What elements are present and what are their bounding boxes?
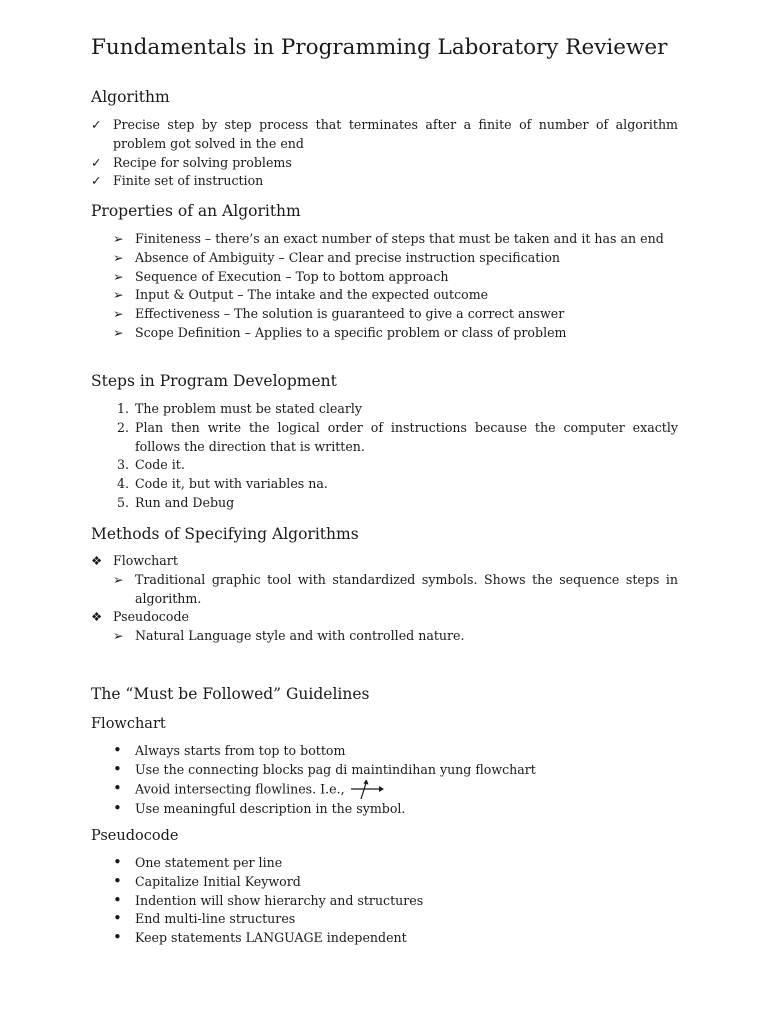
algorithm-list [91,116,678,191]
list-item: 3. Code it. [113,456,678,475]
methods-pseudocode-sublist [113,627,678,646]
methods-list-2 [91,608,678,627]
list-item: ➢ Scope Definition – Applies to a specific problem or class of problem [113,324,678,343]
list-item: ✓ Precise step by step process that terminates after a finite of number of algorithm problem got solved in the end [91,117,678,151]
list-item: • End multi-line structures [113,909,296,928]
step-number: 5. [116,494,129,510]
list-item: • Use meaningful description in the symbol. [113,798,406,817]
methods-list [91,552,678,571]
section-heading-steps: Steps in Program Development [91,372,337,390]
arrowhead-bullet-icon: ➢ [113,306,124,322]
list-item: ➢ Finiteness – there’s an exact number of steps that must be taken and it has an end [113,230,678,249]
section-heading-methods: Methods of Specifying Algorithms [91,525,359,543]
document-title: Fundamentals in Programming Laboratory Reviewer [91,35,668,60]
list-item: ➢ Input & Output – The intake and the expected outcome [113,286,678,305]
step-number: 3. [116,457,129,473]
list-item: • Avoid intersecting flowlines. I.e., [113,780,678,800]
subheading-flowchart: Flowchart [91,716,166,732]
dot-bullet-icon: • [113,853,122,871]
section-heading-guidelines: The “Must be Followed” Guidelines [91,685,370,703]
check-icon: ✓ [91,173,102,189]
arrowhead-bullet-icon: ➢ [113,324,124,340]
arrowhead-bullet-icon: ➢ [113,268,124,284]
arrowhead-bullet-icon: ➢ [113,287,124,303]
flowchart-guidelines-list [113,742,678,818]
arrowhead-bullet-icon: ➢ [113,572,124,587]
section-heading-algorithm: Algorithm [91,88,170,106]
list-item: ➢ Natural Language style and with controlled nature. [113,627,678,646]
list-item: ➢ Effectiveness – The solution is guaranteed to give a correct answer [113,305,678,324]
list-item: ❖ Pseudocode [91,608,678,627]
dot-bullet-icon: • [113,890,122,909]
list-item: ➢ Traditional graphic tool with standardized symbols. Shows the sequence steps in algorithm. [113,572,678,606]
check-icon: ✓ [91,154,102,170]
dot-bullet-icon: • [113,928,122,947]
arrowhead-bullet-icon: ➢ [113,249,124,265]
dot-bullet-icon: • [113,871,122,890]
list-item: 5. Run and Debug [113,494,678,513]
step-number: 1. [116,401,129,416]
list-item: ➢ Sequence of Execution – Top to bottom approach [113,268,678,287]
list-item: ❖ Flowchart [91,552,678,571]
list-item: 1. The problem must be stated clearly [113,400,678,419]
list-item: ➢ Absence of Ambiguity – Clear and precise instruction specification [113,249,678,268]
list-item: 4. Code it, but with variables na. [113,475,678,494]
list-item: • Indention will show hierarchy and structures [113,890,424,909]
diamond-bullet-icon: ❖ [91,609,103,624]
diamond-bullet-icon: ❖ [91,553,103,568]
list-item: • Keep statements LANGUAGE independent [113,928,407,947]
step-number: 4. [116,476,129,492]
list-item: ✓ Finite set of instruction [91,172,678,191]
subheading-pseudocode: Pseudocode [91,828,179,844]
list-item: ✓ Recipe for solving problems [91,154,678,173]
methods-flowchart-sublist [113,571,678,609]
intersecting-flowlines-icon [349,780,385,800]
dot-bullet-icon: • [113,741,122,759]
list-item: • Use the connecting blocks pag di maintindihan yung flowchart [113,759,536,778]
dot-bullet-icon: • [113,759,122,778]
dot-bullet-icon: • [113,798,122,817]
section-heading-properties: Properties of an Algorithm [91,202,301,220]
arrowhead-bullet-icon: ➢ [113,231,124,246]
step-number: 2. [116,419,129,435]
pseudocode-guidelines-list [113,854,678,948]
list-item: 2. Plan then write the logical order of instructions because the computer exactly follows the direction that is written. [113,419,678,457]
properties-list [113,230,678,343]
arrowhead-bullet-icon: ➢ [113,628,124,643]
check-icon: ✓ [91,117,102,132]
dot-bullet-icon: • [113,909,122,928]
dot-bullet-icon: • [113,778,122,797]
steps-list [113,400,678,513]
list-item: • Always starts from top to bottom [113,741,346,759]
list-item: • One statement per line [113,853,283,871]
list-item: • Capitalize Initial Keyword [113,871,301,890]
